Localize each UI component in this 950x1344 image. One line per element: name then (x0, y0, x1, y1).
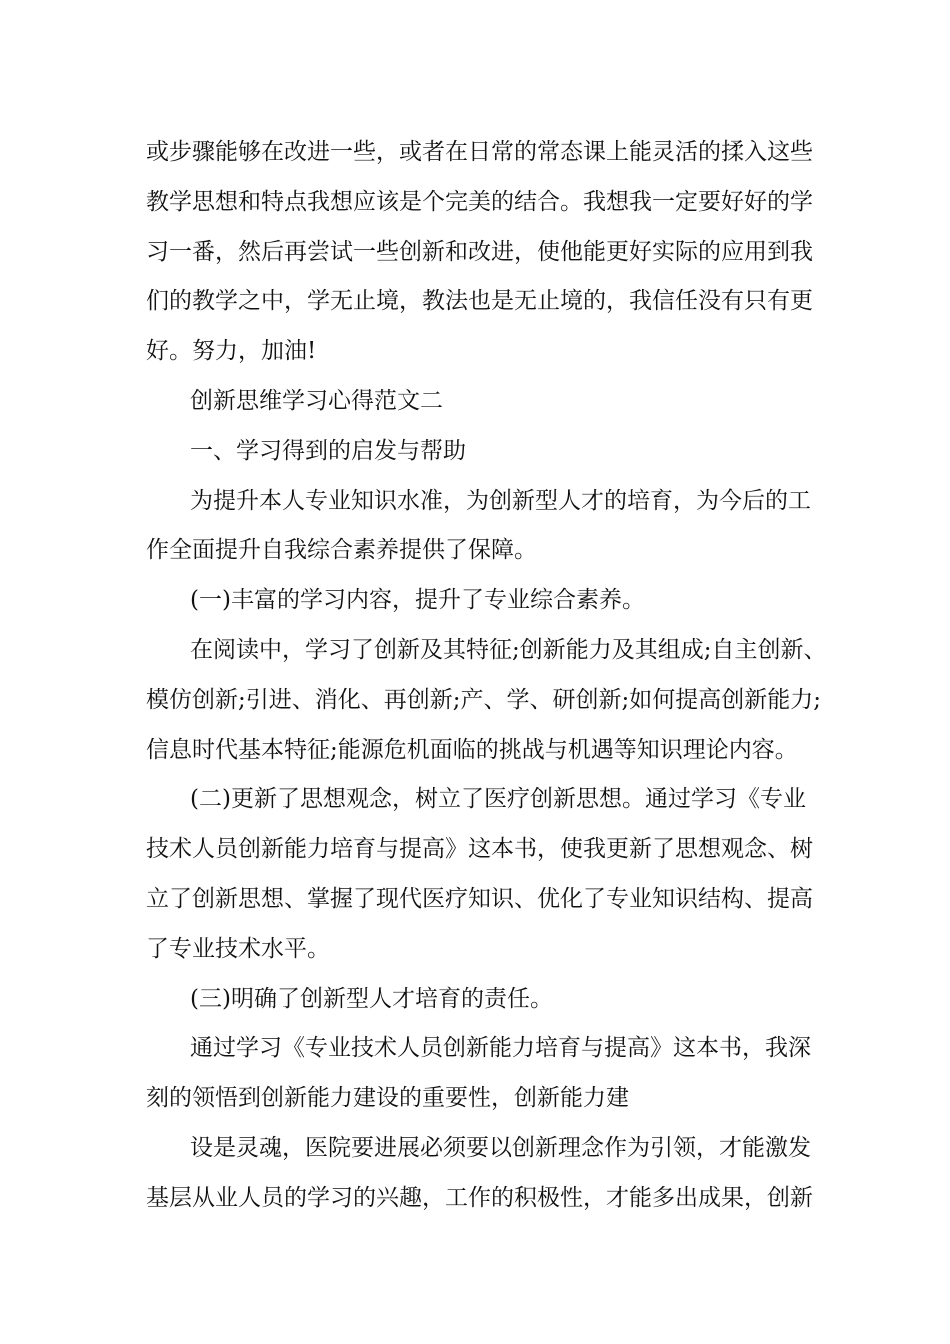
body-line: 技术人员创新能力培育与提高》这本书，使我更新了思想观念、树 (146, 836, 813, 863)
body-line: 教学思想和特点我想应该是个完美的结合。我想我一定要好好的学 (146, 188, 813, 215)
paragraph-start-line: 在阅读中，学习了创新及其特征;创新能力及其组成;自主创新、 (190, 636, 827, 663)
section-title: 创新思维学习心得范文二 (190, 387, 443, 414)
body-line: 或步骤能够在改进一些，或者在日常的常态课上能灵活的揉入这些 (146, 139, 813, 165)
body-line: 作全面提升自我综合素养提供了保障。 (146, 537, 537, 564)
body-line: 刻的领悟到创新能力建设的重要性，创新能力建 (146, 1085, 629, 1112)
section-heading: 一、学习得到的启发与帮助 (190, 437, 466, 464)
paragraph-start-line: 通过学习《专业技术人员创新能力培育与提高》这本书，我深 (190, 1035, 811, 1062)
document-body (146, 128, 826, 1224)
subheading: (二)更新了思想观念，树立了医疗创新思想。通过学习《专业 (190, 786, 806, 813)
body-line: 基层从业人员的学习的兴趣，工作的积极性，才能多出成果，创新 (146, 1184, 813, 1211)
paragraph-start-line: 为提升本人专业知识水准，为创新型人才的培育，为今后的工 (190, 487, 811, 514)
subheading: (三)明确了创新型人才培育的责任。 (190, 985, 553, 1012)
body-line: 们的教学之中，学无止境，教法也是无止境的，我信任没有只有更 (146, 288, 813, 315)
body-line: 好。努力，加油! (146, 338, 317, 365)
body-line: 了专业技术水平。 (146, 935, 330, 962)
body-line: 习一番，然后再尝试一些创新和改进，使他能更好实际的应用到我 (146, 238, 813, 265)
subheading: (一)丰富的学习内容，提升了专业综合素养。 (190, 587, 645, 614)
body-line: 模仿创新;引进、消化、再创新;产、学、研创新;如何提高创新能力; (146, 686, 821, 713)
paragraph-start-line: 设是灵魂，医院要进展必须要以创新理念作为引领，才能激发 (190, 1134, 811, 1161)
body-line: 立了创新思想、掌握了现代医疗知识、优化了专业知识结构、提高 (146, 885, 813, 912)
body-line: 信息时代基本特征;能源危机面临的挑战与机遇等知识理论内容。 (146, 736, 798, 763)
